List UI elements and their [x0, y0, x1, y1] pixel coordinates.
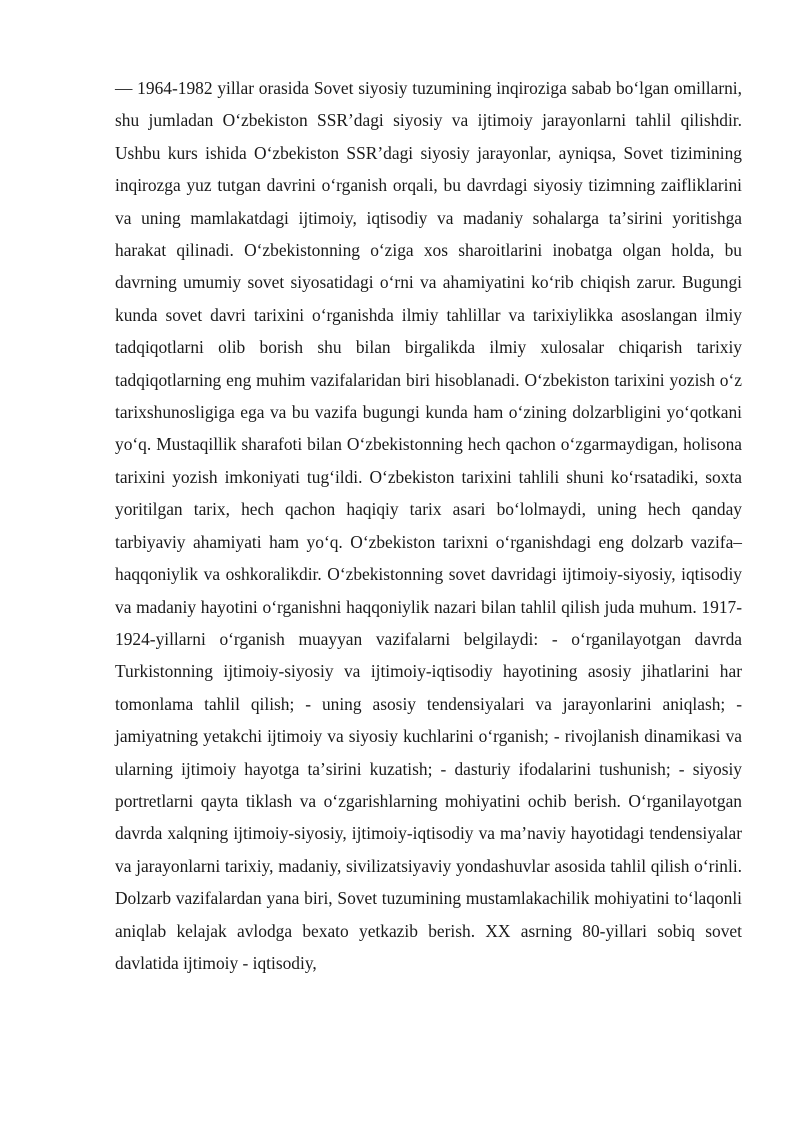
- document-page: [115, 72, 742, 979]
- body-paragraph: — 1964-1982 yillar orasida Sovet siyosiy tuzumining inqiroziga sabab boʻlgan omillarni, shu jumladan Oʻzbekiston SSRʼdagi siyosiy va ijtimoiy jarayonlarni tahlil qilishdir. Ushbu kurs ishida Oʻzbekiston SSRʼdagi siyosiy jarayonlar, ayniqsa, Sovet tizimining inqirozga yuz tutgan davrini oʻrganish orqali, bu davrdagi siyosiy tizimning zaifliklarini va uning mamlakatdagi ijtimoiy, iqtisodiy va madaniy sohalarga taʼsirini yoritishga harakat qilinadi. Oʻzbekistonning oʻziga xos sharoitlarini inobatga olgan holda, bu davrning umumiy sovet siyosatidagi oʻrni va ahamiyatini koʻrib chiqish zarur. Bugungi kunda sovet davri tarixini oʻrganishda ilmiy tahlillar va tarixiylikka asoslangan ilmiy tadqiqotlarni olib borish shu bilan birgalikda ilmiy xulosalar chiqarish tarixiy tadqiqotlarning eng muhim vazifalaridan biri hisoblanadi. Oʻzbekiston tarixini yozish oʻz tarixshunosligiga ega va bu vazifa bugungi kunda ham oʻzining dolzarbligini yoʻqotkani yoʻq. Mustaqillik sharafoti bilan Oʻzbekistonning hech qachon oʻzgarmaydigan, holisona tarixini yozish imkoniyati tugʻildi. Oʻzbekiston tarixini tahlili shuni koʻrsatadiki, soxta yoritilgan tarix, hech qachon haqiqiy tarix asari boʻlolmaydi, uning hech qanday tarbiyaviy ahamiyati ham yoʻq. Oʻzbekiston tarixni oʻrganishdagi eng dolzarb vazifa–haqqoniylik va oshkoralikdir. Oʻzbekistonning sovet davridagi ijtimoiy-siyosiy, iqtisodiy va madaniy hayotini oʻrganishni haqqoniylik nazari bilan tahlil qilish juda muhum. 1917-1924-yillarni oʻrganish muayyan vazifalarni belgilaydi: - oʻrganilayotgan davrda Turkistonning ijtimoiy-siyosiy va ijtimoiy-iqtisodiy hayotining asosiy jihatlarini har tomonlama tahlil qilish; - uning asosiy tendensiyalari va jarayonlarini aniqlash; - jamiyatning yetakchi ijtimoiy va siyosiy kuchlarini oʻrganish; - rivojlanish dinamikasi va ularning ijtimoiy hayotga taʼsirini kuzatish; - dasturiy ifodalarini tushunish; - siyosiy portretlarni qayta tiklash va oʻzgarishlarning mohiyatini ochib berish. Oʻrganilayotgan davrda xalqning ijtimoiy-siyosiy, ijtimoiy-iqtisodiy va maʼnaviy hayotidagi tendensiyalar va jarayonlarni tarixiy, madaniy, sivilizatsiyaviy yondashuvlar asosida tahlil qilish oʻrinli. Dolzarb vazifalardan yana biri, Sovet tuzumining mustamlakachilik mohiyatini toʻlaqonli aniqlab kelajak avlodga bexato yetkazib berish. XX asrning 80-yillari sobiq sovet davlatida ijtimoiy - iqtisodiy,: [115, 78, 742, 973]
